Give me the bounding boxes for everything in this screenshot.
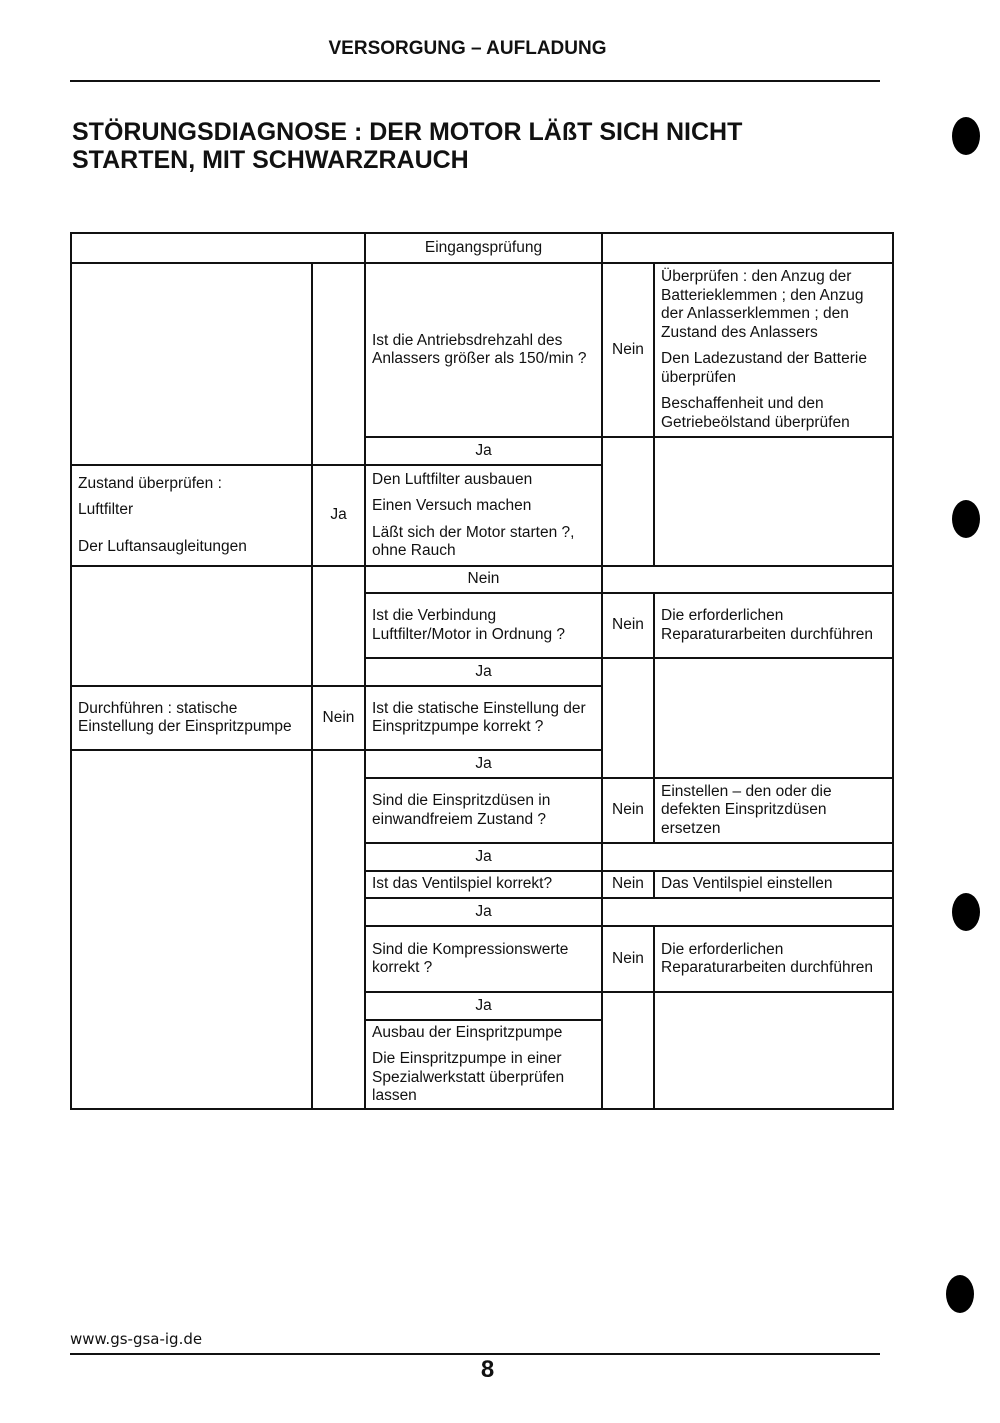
answer-no: Nein — [602, 926, 654, 992]
answer-yes: Ja — [312, 465, 365, 566]
step-line: Ausbau der Einspritzpumpe — [372, 1023, 563, 1041]
binder-hole-icon — [952, 117, 980, 155]
answer-no-starter: Nein — [602, 263, 654, 437]
check-air-filter-cell — [71, 465, 312, 566]
check-line: Der Luftansaugleitungen — [78, 537, 247, 555]
cell-empty — [312, 263, 365, 465]
cell-empty — [312, 566, 365, 686]
answer-no: Nein — [312, 686, 365, 750]
binder-hole-icon — [952, 893, 980, 931]
page-header: VERSORGUNG – AUFLADUNG — [328, 38, 607, 59]
title-line-2: STARTEN, MIT SCHWARZRAUCH — [72, 146, 469, 174]
cell-empty — [654, 992, 893, 1109]
answer-no: Nein — [602, 778, 654, 843]
step-line: Läßt sich der Motor starten ?, ohne Rauch — [372, 523, 575, 559]
cell-empty — [654, 658, 893, 778]
cell-empty — [602, 658, 654, 778]
action-replace-injectors: Einstellen – den oder die defekten Einspritzdüsen ersetzen — [654, 778, 893, 843]
page-number: 8 — [480, 1356, 495, 1383]
action-repair: Die erforderlichen Reparaturarbeiten durchführen — [654, 593, 893, 658]
question-starter-speed: Ist die Antriebsdrehzahl des Anlassers größer als 150/min ? — [365, 263, 602, 437]
cell-empty — [602, 992, 654, 1109]
cell-empty — [602, 566, 893, 593]
page-title — [72, 118, 872, 174]
answer-no: Nein — [602, 871, 654, 898]
title-line-1: STÖRUNGSDIAGNOSE : DER MOTOR LÄßT SICH NICHT — [72, 118, 743, 146]
answer-yes: Ja — [365, 843, 602, 871]
cell-empty — [71, 233, 365, 263]
binder-hole-icon — [946, 1275, 974, 1313]
question-static-timing: Ist die statische Einstellung der Einspritzpumpe korrekt ? — [365, 686, 602, 750]
step-line: Einen Versuch machen — [372, 497, 532, 514]
air-filter-test-cell — [365, 465, 602, 566]
answer-yes: Ja — [365, 437, 602, 465]
cell-empty — [71, 566, 312, 686]
answer-yes: Ja — [365, 658, 602, 686]
cell-empty — [654, 437, 893, 566]
action-static-timing: Durchführen : statische Einstellung der Einspritzpumpe — [71, 686, 312, 750]
answer-no: Nein — [602, 593, 654, 658]
diagnosis-table — [70, 232, 894, 1110]
footer-rule — [70, 1353, 880, 1355]
action-line: Beschaffenheit und den Getriebeölstand überprüfen — [661, 395, 850, 431]
question-valve-clearance: Ist das Ventilspiel korrekt? — [365, 871, 602, 898]
cell-empty — [71, 263, 312, 465]
question-compression: Sind die Kompressionswerte korrekt ? — [365, 926, 602, 992]
action-check-battery — [654, 263, 893, 437]
step-line: Den Luftfilter ausbauen — [372, 470, 533, 488]
action-line: Den Ladezustand der Batterie überprüfen — [661, 350, 867, 386]
cell-empty — [602, 898, 893, 926]
cell-empty — [602, 843, 893, 871]
action-remove-pump — [365, 1020, 602, 1109]
cell-empty — [71, 750, 312, 1109]
step-line: Die Einspritzpumpe in einer Spezialwerkstatt überprüfen lassen — [372, 1050, 565, 1104]
footer-url: www.gs-gsa-ig.de — [70, 1330, 203, 1348]
binder-hole-icon — [952, 500, 980, 538]
action-repair: Die erforderlichen Reparaturarbeiten durchführen — [654, 926, 893, 992]
header-rule — [70, 80, 880, 82]
cell-empty — [312, 750, 365, 1109]
question-injectors: Sind die Einspritzdüsen in einwandfreiem Zustand ? — [365, 778, 602, 843]
check-line: Zustand überprüfen : — [78, 474, 222, 492]
answer-no: Nein — [365, 566, 602, 593]
question-air-connection: Ist die Verbindung Luftfilter/Motor in Ordnung ? — [365, 593, 602, 658]
cell-empty — [602, 233, 893, 263]
answer-yes: Ja — [365, 898, 602, 926]
action-adjust-valves: Das Ventilspiel einstellen — [654, 871, 893, 898]
cell-empty — [602, 437, 654, 566]
check-line: Luftfilter — [78, 501, 134, 519]
answer-yes: Ja — [365, 992, 602, 1020]
action-line: Überprüfen : den Anzug der Batterieklemmen ; den Anzug der Anlasserklemmen ; den Zustand des Anlassers — [661, 268, 864, 341]
answer-yes: Ja — [365, 750, 602, 778]
initial-check-cell: Eingangsprüfung — [365, 233, 602, 263]
